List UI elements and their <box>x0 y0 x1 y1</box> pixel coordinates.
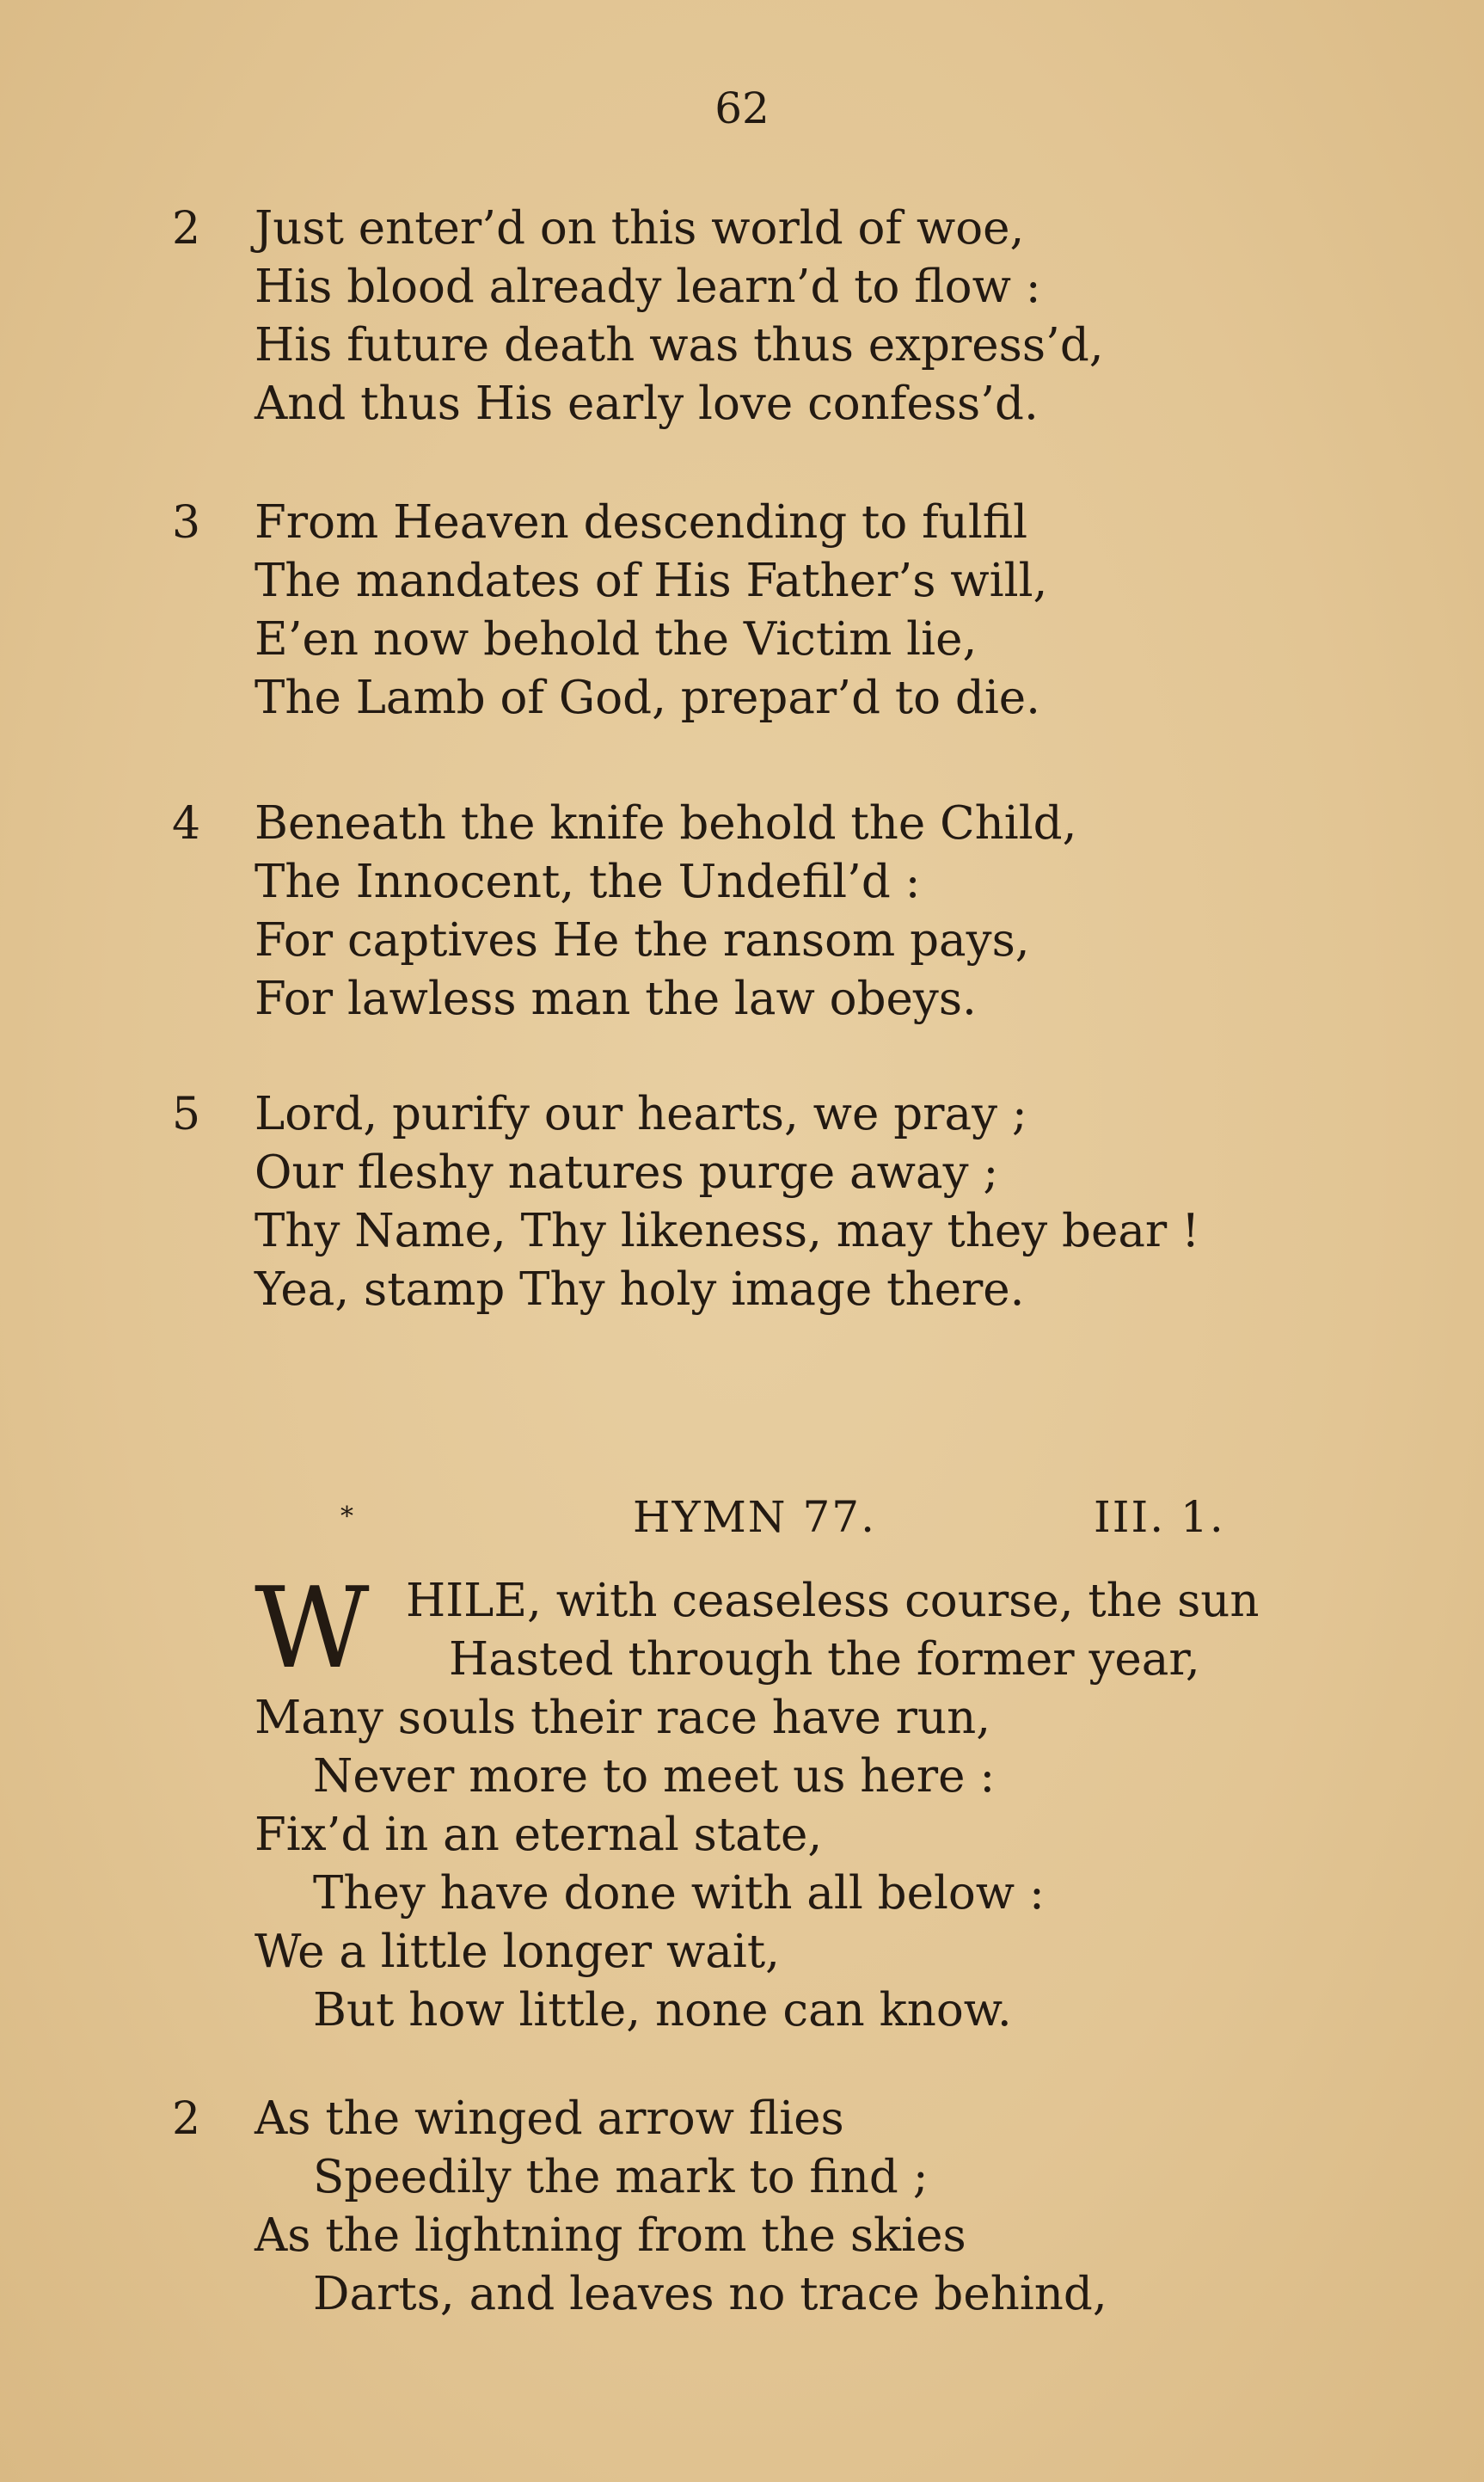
verse-line: Darts, and leaves no trace behind, <box>313 2268 1107 2320</box>
stanza-number: 2 <box>172 2093 201 2145</box>
verse-line: His blood already learn’d to flow : <box>254 261 1041 313</box>
first-verse <box>254 1563 1415 2040</box>
stanza-number: 4 <box>172 798 201 850</box>
verse-line: E’en now behold the Victim lie, <box>254 613 978 666</box>
verse-line: We a little longer wait, <box>254 1926 781 1978</box>
verse-line: Hasted through the former year, <box>449 1633 1200 1686</box>
verse-line: The Innocent, the Undefil’d : <box>254 856 921 908</box>
stanza-3-previous <box>172 494 1372 728</box>
verse-line: Lord, purify our hearts, we pray ; <box>254 1088 1027 1140</box>
verse-line: As the lightning from the skies <box>254 2209 966 2262</box>
verse-line: For captives He the ransom pays, <box>254 914 1030 967</box>
stanza-number: 2 <box>172 203 201 255</box>
verse-line: For lawless man the law obeys. <box>254 973 977 1025</box>
verse-line: Just enter’d on this world of woe, <box>254 202 1025 255</box>
stanza-5-previous <box>172 1085 1372 1319</box>
verse-line: Never more to meet us here : <box>313 1750 996 1803</box>
hymn-heading <box>340 1488 1372 1546</box>
verse-line: They have done with all below : <box>313 1867 1045 1920</box>
asterisk-mark: * <box>340 1502 353 1532</box>
hymn-meter: III. 1. <box>1094 1492 1225 1542</box>
verse-line: From Heaven descending to fulfil <box>254 496 1028 549</box>
verse-line: Thy Name, Thy likeness, may they bear ! <box>254 1205 1200 1257</box>
verse-line: Many souls their race have run, <box>254 1692 991 1744</box>
page-number: 62 <box>714 83 770 133</box>
verse-line: His future death was thus express’d, <box>254 319 1104 372</box>
verse-line: Beneath the knife behold the Child, <box>254 797 1077 850</box>
verse-line: The mandates of His Father’s will, <box>254 555 1048 607</box>
verse-line: As the winged arrow flies <box>254 2092 844 2145</box>
verse-line: Yea, stamp Thy holy image there. <box>254 1263 1025 1316</box>
verse-line: Our fleshy natures purge away ; <box>254 1146 999 1199</box>
drop-cap: W <box>254 1563 370 1693</box>
hymn-title: HYMN 77. <box>633 1492 876 1542</box>
verse-line: HILE, with ceaseless course, the sun <box>406 1575 1260 1627</box>
stanza-number: 3 <box>172 497 201 549</box>
stanza-4-previous <box>172 795 1372 1029</box>
stanza-2-hymn-77 <box>172 2090 1372 2324</box>
stanza-number: 5 <box>172 1089 201 1140</box>
verse-line: Speedily the mark to find ; <box>313 2151 929 2203</box>
verse-line: And thus His early love confess’d. <box>254 378 1039 430</box>
verse-line: The Lamb of God, prepar’d to die. <box>254 672 1041 724</box>
stanza-2-previous <box>172 200 1372 433</box>
verse-line: But how little, none can know. <box>313 1984 1012 2037</box>
verse-line: Fix’d in an eternal state, <box>254 1809 823 1861</box>
